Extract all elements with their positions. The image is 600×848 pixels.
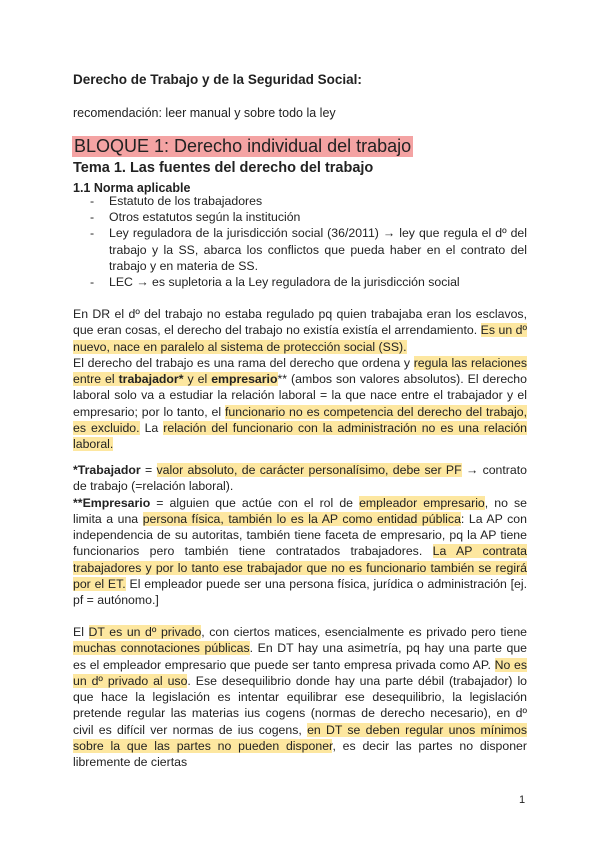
- highlight-text: regula las relaciones entre el: [73, 355, 527, 387]
- text-run: . Ese desequilibrio donde hay una parte débil (trabajador) lo que hace la legislación es intentar equilibrar ese desequilibrio, la legislación pretende regular las materias ius cogens (normas de derecho necesario), en dº civil es difícil ver normas de ius cogens,: [73, 673, 528, 737]
- highlight: La AP contrata trabajadores y por lo tanto ese trabajador que no es funcionario también se regirá por el ET.: [73, 544, 527, 592]
- text-run: → contrato de trabajo (=relación laboral).: [73, 463, 527, 494]
- tema-heading: Tema 1. Las fuentes del derecho del trabajo: [73, 160, 374, 176]
- highlight: en DT se deben regular unos mínimos sobre la que las partes no pueden disponer: [73, 722, 527, 754]
- highlight: valor absoluto, de carácter personalísimo, debe ser PF: [156, 463, 462, 477]
- list-item: - Ley reguladora de la jurisdicción social (36/2011) → ley que regula el dº del trabajo y la SS, abarca los conflictos que pueda haber en el contrato del trabajo y en materia de SS.: [73, 225, 527, 274]
- text-run: La: [139, 421, 164, 436]
- text-run: , es decir las partes no disponer libremente de ciertas: [73, 739, 527, 770]
- highlight: Es un dº nuevo, nace en paralelo al sistema de protección social (SS).: [73, 323, 527, 354]
- definition-label: **Empresario: [73, 495, 151, 510]
- highlight: muchas connotaciones públicas: [73, 641, 250, 656]
- text-run: = alguien que actúe con el rol de: [150, 495, 360, 510]
- recommendation-text: recomendación: leer manual y sobre todo la ley: [73, 106, 336, 120]
- highlight: persona física, también lo es la AP como entidad pública: [142, 511, 461, 526]
- highlight: funcionario no es competencia del derecho del trabajo, es excluido.: [73, 404, 527, 436]
- text-run: =: [140, 463, 157, 477]
- list-item: - LEC → es supletoria a la Ley reguladora de la jurisdicción social: [73, 274, 527, 290]
- text-run: ** (ambos son valores absolutos). El derecho laboral solo va a estudiar la relación laboral = la que nace entre el trabajador y el empresario; por lo tanto, el: [73, 372, 527, 419]
- bold-term: empresario: [211, 372, 278, 387]
- bold-term: trabajador*: [118, 372, 184, 387]
- document-title: Derecho de Trabajo y de la Seguridad Social:: [73, 72, 362, 87]
- text-run: , con ciertos matices, esencialmente es privado pero tiene: [201, 625, 527, 639]
- text-run: : La AP con independencia de su autoritas, también tiene faceta de empresario, pq la AP tiene funcionarios pero también tiene contratados trabajadores.: [73, 511, 527, 559]
- subsection-heading: 1.1 Norma aplicable: [73, 181, 191, 195]
- text-run: El: [73, 625, 89, 639]
- highlight: empleador empresario: [359, 495, 485, 510]
- highlight-text: y el: [183, 372, 212, 387]
- text-run: , no se limita a una: [73, 495, 527, 526]
- text-run: El derecho del trabajo es una rama del derecho que ordena y: [73, 355, 414, 370]
- list-item: - Estatuto de los trabajadores: [73, 193, 527, 209]
- bloque-heading: BLOQUE 1: Derecho individual del trabajo: [74, 136, 412, 156]
- text-run: . En DT hay una asimetría, pq hay una parte que es el empleador empresario que puede ser tanto empresa privada como AP.: [73, 641, 528, 672]
- paragraph-definiciones: [73, 462, 527, 609]
- highlight: relación del funcionario con la administración no es una relación laboral.: [73, 421, 527, 452]
- paragraph-origen: [73, 306, 527, 453]
- norma-list: [73, 193, 527, 290]
- text-run: El empleador puede ser una persona física, jurídica o administración [ej. pf = autónomo.]: [73, 577, 527, 608]
- paragraph-naturaleza: [73, 624, 527, 771]
- highlight: No es un dº privado al uso: [73, 657, 527, 688]
- list-item: - Otros estatutos según la institución: [73, 209, 527, 225]
- highlight: DT es un dº privado: [88, 625, 202, 639]
- text-run: En DR el dº del trabajo no estaba regulado pq quien trabajaba eran los esclavos, que eran cosas, el derecho del trabajo no existía existía el arrendamiento.: [73, 307, 527, 338]
- definition-label: *Trabajador: [73, 463, 141, 477]
- page-number: 1: [519, 794, 526, 806]
